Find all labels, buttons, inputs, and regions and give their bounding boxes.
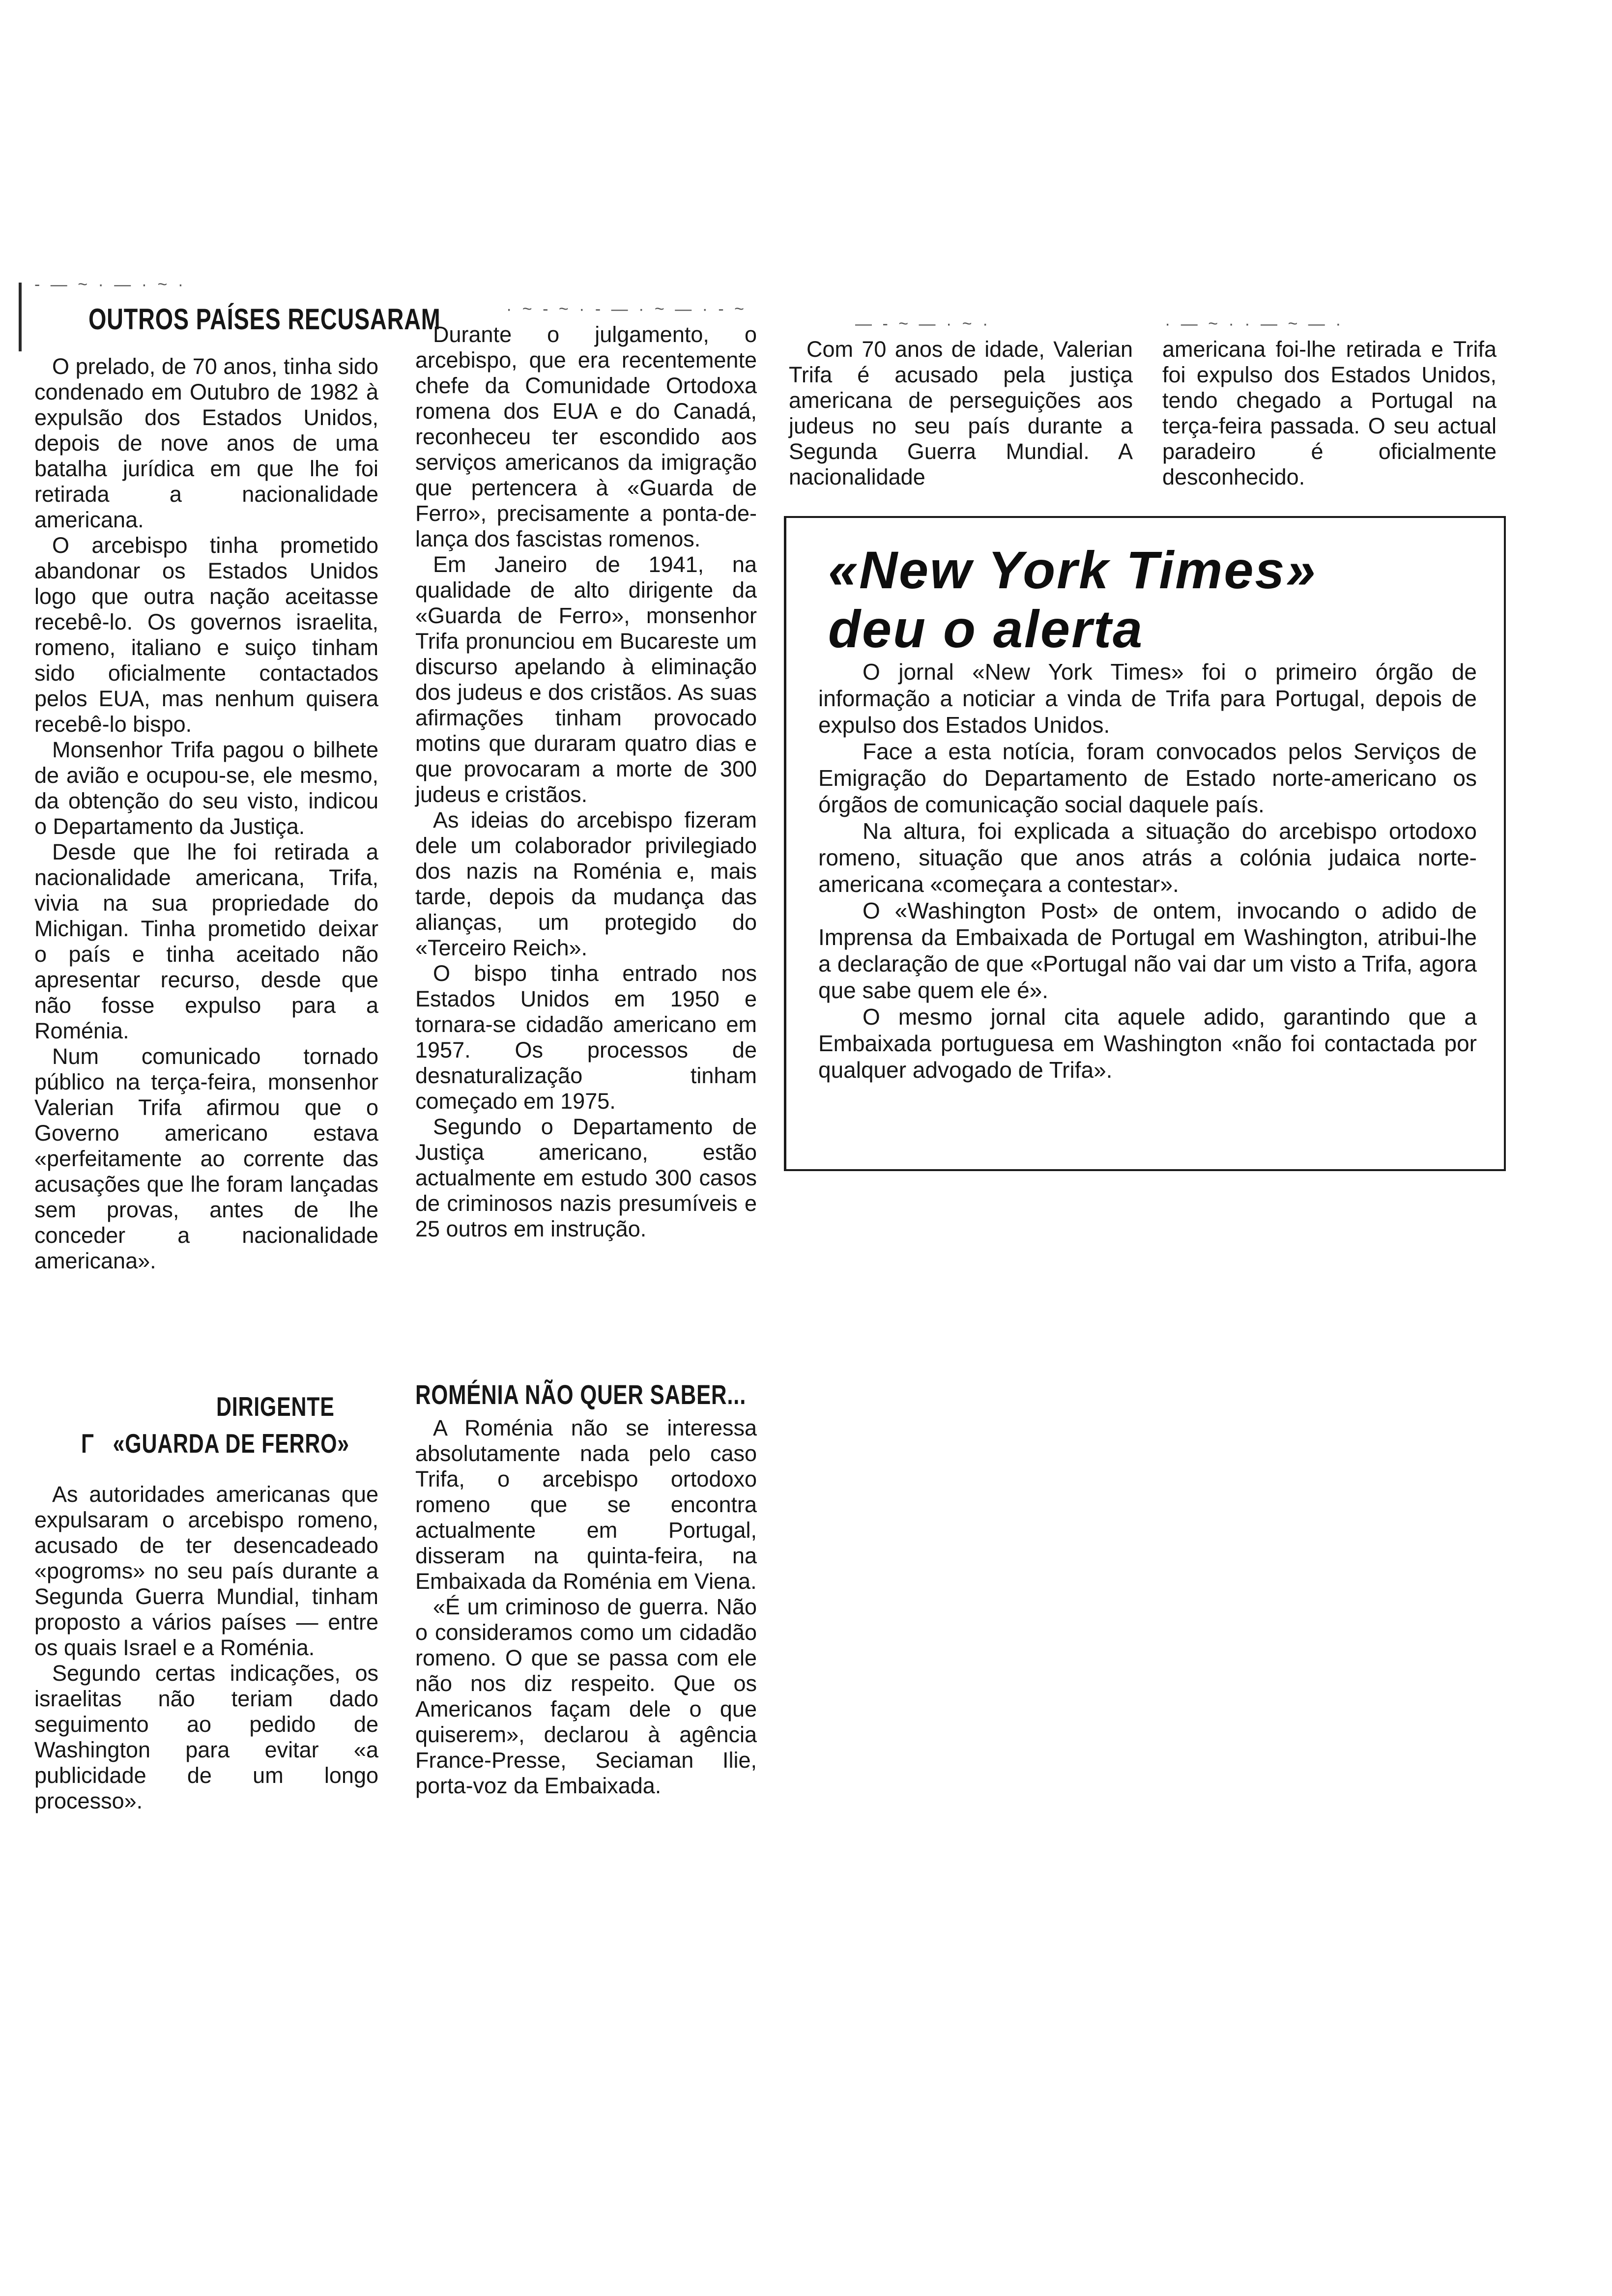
paragraph: O arcebispo tinha prometido abandonar os Estados Unidos logo que outra nação aceitasse recebê-lo. Os governos israelita, romeno, italiano e suiço tinham sido oficialmente contactados pelos EUA, mas nenhum quisera recebê-lo bispo.	[34, 533, 378, 737]
paragraph: Em Janeiro de 1941, na qualidade de alto dirigente da «Guarda de Ferro», monsenhor Trifa pronunciou em Bucareste um discurso apelando à eliminação dos judeus e dos cristãos. As suas afirmações tinham provocado motins que duraram quatro dias e que provocaram a morte de 300 judeus e cristãos.	[415, 552, 757, 807]
section-heading-guarda-de-ferro	[81, 1428, 349, 1459]
paragraph: Na altura, foi explicada a situação do arcebispo ortodoxo romeno, situação que anos atrás a colónia judaica norte-americana «começara a contestar».	[818, 818, 1477, 897]
left-edge-rule	[19, 283, 22, 351]
nyt-title-line-1: «New York Times»	[828, 540, 1317, 600]
paragraph: Desde que lhe foi retirada a nacionalidade americana, Trifa, vivia na sua propriedade do Michigan. Tinha prometido deixar o país e tinha aceitado não apresentar recurso, desde que não fosse expulso para a Roménia.	[34, 839, 378, 1043]
scan-noise: — - ~ — · ~ ·	[855, 315, 991, 333]
column-2-body-lower	[415, 1415, 757, 1799]
paragraph: A Roménia não se interessa absolutamente nada pelo caso Trifa, o arcebispo ortodoxo romeno que se encontra actualmente em Portugal, disseram na quinta-feira, na Embaixada da Roménia em Viena.	[415, 1415, 757, 1594]
paragraph: O bispo tinha entrado nos Estados Unidos em 1950 e tornara-se cidadão americano em 1957. Os processos de desnaturalização tinham começado em 1975.	[415, 961, 757, 1114]
paragraph: O jornal «New York Times» foi o primeiro órgão de informação a noticiar a vinda de Trifa para Portugal, depois de expulso dos Estados Unidos.	[818, 659, 1477, 738]
scan-noise: · — ~ · · — ~ — ·	[1165, 315, 1344, 333]
paragraph: O «Washington Post» de ontem, invocando o adido de Imprensa da Embaixada de Portugal em Washington, atribui-lhe a declaração de que «Portugal não vai dar um visto a Trifa, agora que sabe quem ele é».	[818, 898, 1477, 1003]
section-heading-romenia: ROMÉNIA NÃO QUER SABER...	[415, 1379, 747, 1410]
paragraph: Num comunicado tornado público na terça-feira, monsenhor Valerian Trifa afirmou que o Governo americano estava «perfeitamente ao corrente das acusações que lhe foram lançadas sem provas, antes de lhe conceder a nacionalidade americana».	[34, 1044, 378, 1273]
paragraph: Durante o julgamento, o arcebispo, que era recentemente chefe da Comunidade Ortodoxa romena dos EUA e do Canadá, reconheceu ter escondido aos serviços americanos da imigração que pertencera à «Guarda de Ferro», precisamente a ponta-de-lança dos fascistas romenos.	[415, 322, 757, 551]
section-heading-dirigente: DIRIGENTE	[216, 1391, 335, 1422]
column-3-body	[789, 337, 1133, 490]
heading-bracket: Γ	[81, 1428, 113, 1459]
scan-noise: - — ~ · — · ~ ·	[34, 275, 187, 294]
scan-noise: · ~ - ~ · - — · ~ — · - ~	[506, 300, 748, 318]
heading-text: «GUARDA DE FERRO»	[113, 1428, 349, 1459]
paragraph: Segundo o Departamento de Justiça americano, estão actualmente em estudo 300 casos de criminosos nazis presumíveis e 25 outros em instrução.	[415, 1114, 757, 1241]
column-4-body	[1162, 337, 1497, 490]
paragraph: Com 70 anos de idade, Valerian Trifa é acusado pela justiça americana de perseguições aos judeus no seu país durante a Segunda Guerra Mundial. A nacionalidade	[789, 337, 1133, 489]
nyt-box-body	[818, 659, 1477, 1083]
section-heading-outros-paises: OUTROS PAÍSES RECUSARAM	[88, 303, 441, 336]
paragraph: As ideias do arcebispo fizeram dele um colaborador privilegiado dos nazis na Roménia e, mais tarde, depois da mudança das alianças, um protegido do «Terceiro Reich».	[415, 807, 757, 960]
column-1-body-lower	[34, 1482, 378, 1814]
paragraph: As autoridades americanas que expulsaram o arcebispo romeno, acusado de ter desencadeado «pogroms» no seu país durante a Segunda Guerra Mundial, tinham proposto a vários países — entre os quais Israel e a Roménia.	[34, 1482, 378, 1660]
paragraph: O mesmo jornal cita aquele adido, garantindo que a Embaixada portuguesa em Washington «não foi contactada por qualquer advogado de Trifa».	[818, 1004, 1477, 1083]
nyt-title-line-2: deu o alerta	[828, 599, 1144, 659]
paragraph: «É um criminoso de guerra. Não o consideramos como um cidadão romeno. O que se passa com ele não nos diz respeito. Que os Americanos façam dele o que quiserem», declarou à agência France-Presse, Seciaman Ilie, porta-voz da Embaixada.	[415, 1594, 757, 1798]
column-2-body	[415, 322, 757, 1242]
paragraph: americana foi-lhe retirada e Trifa foi expulso dos Estados Unidos, tendo chegado a Portugal na terça-feira passada. O seu actual paradeiro é oficialmente desconhecido.	[1162, 337, 1497, 489]
nyt-box-title	[828, 541, 1317, 659]
paragraph: Face a esta notícia, foram convocados pelos Serviços de Emigração do Departamento de Estado norte-americano os órgãos de comunicação social daquele país.	[818, 739, 1477, 817]
paragraph: Segundo certas indicações, os israelitas não teriam dado seguimento ao pedido de Washington para evitar «a publicidade de um longo processo».	[34, 1661, 378, 1813]
paragraph: O prelado, de 70 anos, tinha sido condenado em Outubro de 1982 à expulsão dos Estados Unidos, depois de nove anos de uma batalha jurídica em que lhe foi retirada a nacionalidade americana.	[34, 354, 378, 532]
paragraph: Monsenhor Trifa pagou o bilhete de avião e ocupou-se, ele mesmo, da obtenção do seu visto, indicou o Departamento da Justiça.	[34, 737, 378, 839]
column-1-body	[34, 354, 378, 1274]
